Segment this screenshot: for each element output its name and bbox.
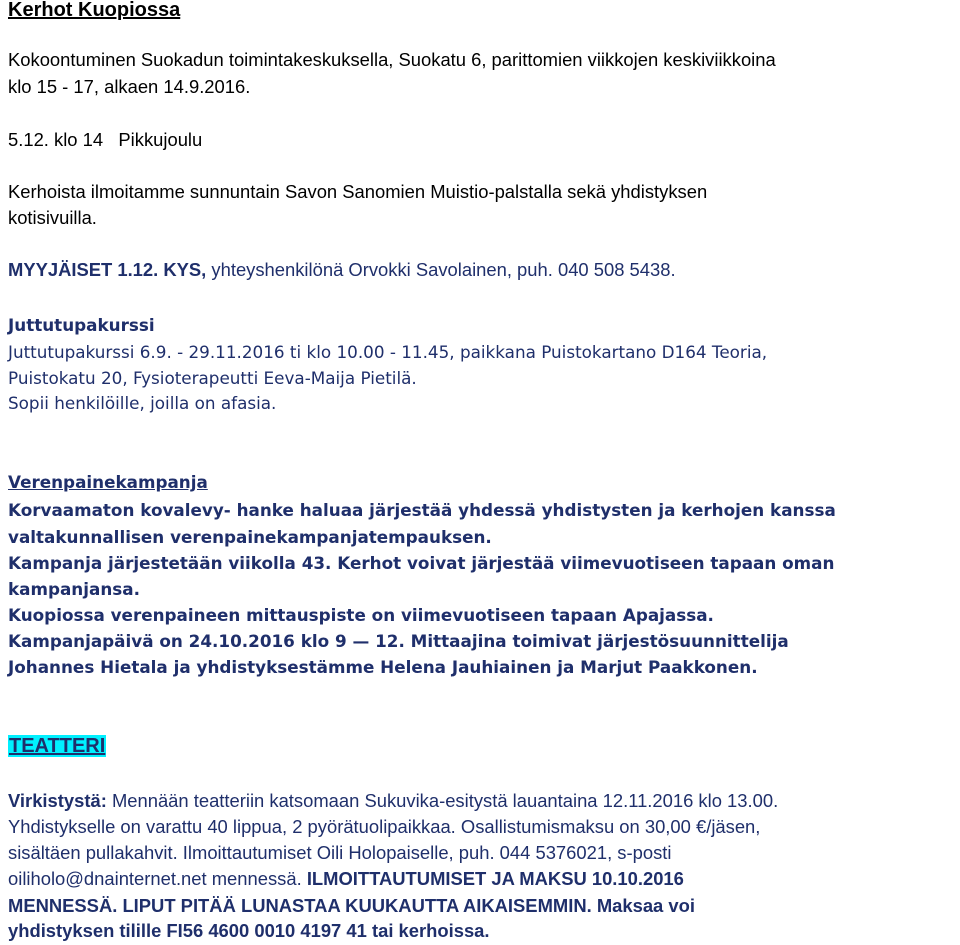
teatteri-line-1 bbox=[8, 789, 778, 813]
teatteri-heading-wrap bbox=[8, 734, 106, 758]
teatteri-heading: TEATTERI bbox=[9, 735, 106, 757]
teatteri-line-4 bbox=[8, 867, 684, 891]
kerhoista-line-2: kotisivuilla. bbox=[8, 207, 97, 228]
verenpaine-line: Johannes Hietala ja yhdistyksestämme Helena Jauhiainen ja Marjut Paakkonen. bbox=[8, 657, 758, 677]
teatteri-line-1-rest: Mennään teatteriin katsomaan Sukuvika-esitystä lauantaina 12.11.2016 klo 13.00. bbox=[106, 790, 779, 811]
kokoontuminen-line-1: Kokoontuminen Suokadun toimintakeskuksella, Suokatu 6, parittomien viikkojen keskiviikkoina bbox=[8, 49, 776, 70]
kerhoista-line-1: Kerhoista ilmoitamme sunnuntain Savon Sanomien Muistio-palstalla sekä yhdistyksen bbox=[8, 181, 708, 202]
pikkujoulu-line: 5.12. klo 14 Pikkujoulu bbox=[8, 129, 203, 150]
verenpaine-heading: Verenpainekampanja bbox=[8, 472, 208, 492]
myyjaiset-rest: yhteyshenkilönä Orvokki Savolainen, puh. 040 508 5438. bbox=[206, 259, 676, 280]
verenpaine-line: Kampanjapäivä on 24.10.2016 klo 9 — 12. Mittaajina toimivat järjestösuunnittelija bbox=[8, 631, 789, 651]
myyjaiset-bold: MYYJÄISET 1.12. KYS, bbox=[8, 259, 207, 280]
teatteri-line-3: sisältäen pullakahvit. Ilmoittautumiset Oili Holopaiselle, puh. 044 5376021, s-posti bbox=[8, 842, 672, 863]
page-title: Kerhot Kuopiossa bbox=[8, 0, 181, 21]
verenpaine-line: Korvaamaton kovalevy- hanke haluaa järjestää yhdessä yhdistysten ja kerhojen kanssa bbox=[8, 500, 836, 520]
teatteri-line-6: yhdistyksen tilille FI56 4600 0010 4197 41 tai kerhoissa. bbox=[8, 920, 490, 941]
verenpaine-line: valtakunnallisen verenpainekampanjatempauksen. bbox=[8, 527, 492, 547]
myyjaiset-line bbox=[8, 258, 676, 282]
juttutupa-heading: Juttutupakurssi bbox=[8, 315, 155, 335]
juttutupa-line-3: Sopii henkilöille, joilla on afasia. bbox=[8, 393, 277, 413]
teatteri-line-4-bold: ILMOITTAUTUMISET JA MAKSU 10.10.2016 bbox=[306, 868, 684, 889]
virkistysta-label: Virkistystä: bbox=[8, 790, 107, 811]
juttutupa-line-2: Puistokatu 20, Fysioterapeutti Eeva-Maija Pietilä. bbox=[8, 368, 417, 388]
verenpaine-line: kampanjansa. bbox=[8, 579, 140, 599]
verenpaine-line: Kampanja järjestetään viikolla 43. Kerhot voivat järjestää viimevuotiseen tapaan oman bbox=[8, 553, 835, 573]
kokoontuminen-line-2: klo 15 - 17, alkaen 14.9.2016. bbox=[8, 76, 251, 97]
verenpaine-line: Kuopiossa verenpaineen mittauspiste on viimevuotiseen tapaan Apajassa. bbox=[8, 605, 714, 625]
teatteri-line-4-normal: oiliholo@dnainternet.net mennessä. bbox=[8, 868, 307, 889]
teatteri-line-2: Yhdistykselle on varattu 40 lippua, 2 pyörätuolipaikkaa. Osallistumismaksu on 30,00 €/jäsen, bbox=[8, 816, 761, 837]
teatteri-line-5: MENNESSÄ. LIPUT PITÄÄ LUNASTAA KUUKAUTTA AIKAISEMMIN. Maksaa voi bbox=[8, 895, 695, 916]
juttutupa-line-1: Juttutupakurssi 6.9. - 29.11.2016 ti klo 10.00 - 11.45, paikkana Puistokartano D164 Teoria, bbox=[8, 342, 768, 362]
